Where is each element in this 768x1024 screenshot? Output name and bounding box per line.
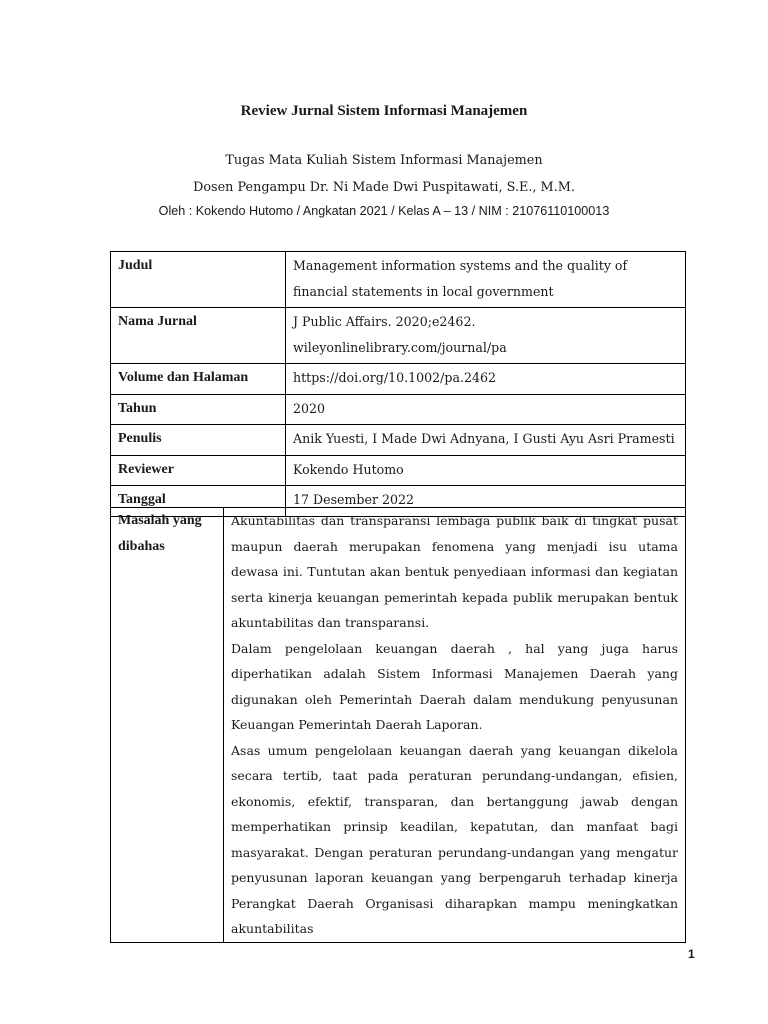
row-label: Judul	[111, 252, 286, 308]
row-value: J Public Affairs. 2020;e2462. wileyonlinelibrary.com/journal/pa	[286, 308, 686, 364]
row-value: https://doi.org/10.1002/pa.2462	[286, 364, 686, 395]
table-row	[111, 425, 686, 456]
table-row	[111, 308, 686, 364]
page-number: 1	[688, 947, 695, 961]
row-value: Management information systems and the quality of financial statements in local government	[286, 252, 686, 308]
row-value: 17 Desember 2022	[286, 486, 686, 517]
review-content	[224, 508, 686, 943]
row-value: Kokendo Hutomo	[286, 455, 686, 486]
author-line: Oleh : Kokendo Hutomo / Angkatan 2021 / Kelas A – 13 / NIM : 21076110100013	[158, 204, 610, 218]
table-row	[111, 455, 686, 486]
row-label: Nama Jurnal	[111, 308, 286, 364]
review-paragraph: Asas umum pengelolaan keuangan daerah yang keuangan dikelola secara tertib, taat pada peraturan perundang-undangan, efisien, ekonomis, efektif, transparan, dan bertanggung jawab dengan memperhatikan prinsip keadilan, kepatutan, dan manfaat bagi masyarakat. Dengan peraturan perundang-undangan yang mengatur penyusunan laporan keuangan yang berpengaruh terhadap kinerja Perangkat Daerah Organisasi diharapkan mampu meningkatkan akuntabilitas	[231, 742, 678, 936]
course-line: Tugas Mata Kuliah Sistem Informasi Manajemen	[225, 153, 543, 168]
table-row	[111, 508, 686, 943]
table-row	[111, 252, 686, 308]
review-paragraph: Dalam pengelolaan keuangan daerah , hal yang juga harus diperhatikan adalah Sistem Informasi Manajemen Daerah yang digunakan oleh Pemerintah Daerah dalam mendukung penyusunan Keuangan Pemerintah Daerah Laporan.	[231, 640, 678, 732]
row-label: Volume dan Halaman	[111, 364, 286, 395]
document-title: Review Jurnal Sistem Informasi Manajemen	[240, 103, 528, 119]
review-label: Masalah yang dibahas	[111, 508, 224, 943]
review-paragraph: Akuntabilitas dan transparansi lembaga publik baik di tingkat pusat maupun daerah merupakan fenomena yang menjadi isu utama dewasa ini. Tuntutan akan bentuk penyediaan informasi dan kegiatan serta kinerja keuangan pemerintah kepada publik merupakan bentuk akuntabilitas dan transparansi.	[231, 513, 678, 630]
row-label: Tahun	[111, 394, 286, 425]
review-table	[110, 507, 686, 943]
row-value: Anik Yuesti, I Made Dwi Adnyana, I Gusti Ayu Asri Pramesti	[286, 425, 686, 456]
table-row	[111, 394, 686, 425]
journal-info-table	[110, 251, 686, 517]
lecturer-line: Dosen Pengampu Dr. Ni Made Dwi Puspitawati, S.E., M.M.	[193, 180, 575, 195]
row-value: 2020	[286, 394, 686, 425]
row-label: Reviewer	[111, 455, 286, 486]
row-label: Tanggal	[111, 486, 286, 517]
row-label: Penulis	[111, 425, 286, 456]
table-row	[111, 364, 686, 395]
